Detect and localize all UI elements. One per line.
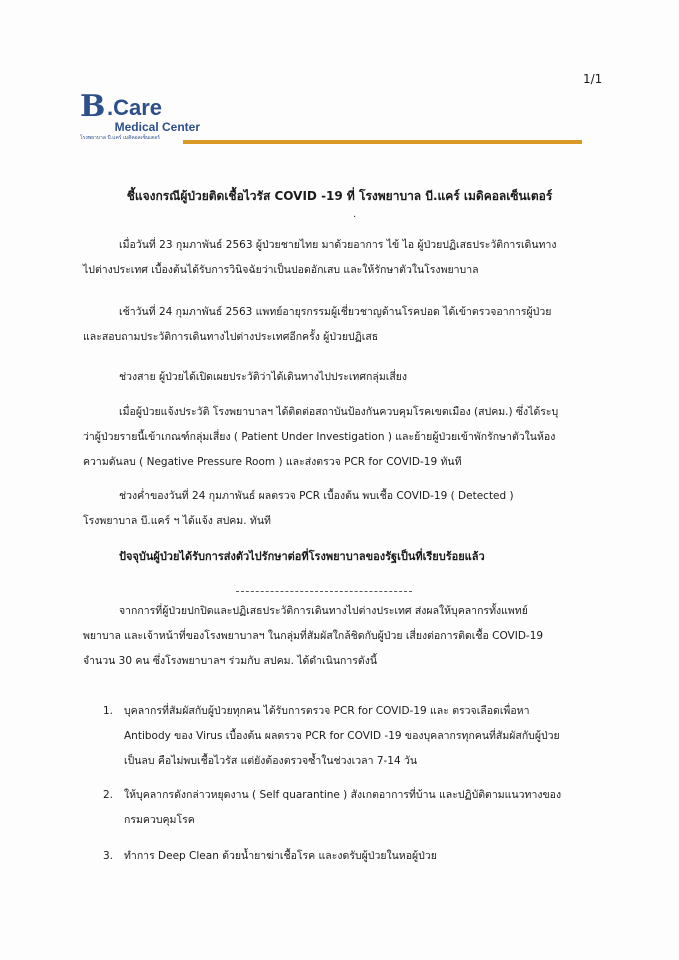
list-item-2-line-1: ให้บุคลากรดังกล่าวหยุดงาน ( Self quarantine ) สังเกตอาการที่บ้าน และปฏิบัติตามแนวทางของ	[124, 789, 562, 801]
list-item-1-line-3: เป็นลบ คือไม่พบเชื้อไวรัส แต่ยังต้องตรวจซ้ำในช่วงเวลา 7-14 วัน	[124, 755, 418, 767]
list-item-number: 1.	[103, 705, 114, 717]
paragraph-3-line-1: ช่วงสาย ผู้ป่วยได้เปิดเผยประวัติว่าได้เดินทางไปประเทศกลุ่มเสี่ยง	[119, 371, 408, 383]
list-item-number: 2.	[103, 789, 114, 801]
separator-dot: .	[353, 209, 357, 220]
list-item-1-line-1: บุคลากรที่สัมผัสกับผู้ป่วยทุกคน ได้รับการตรวจ PCR for COVID-19 และ ตรวจเลือดเพื่อหา	[124, 705, 530, 717]
header-rule	[183, 140, 582, 144]
page-number: 1/1	[583, 72, 603, 86]
list-item-2-line-2: กรมควบคุมโรค	[124, 814, 195, 826]
logo-thai-name: โรงพยาบาล บี.แคร์ เมดิคอลเซ็นเตอร์	[80, 135, 160, 141]
logo-mark: B	[80, 89, 106, 124]
list-item-3-line-1: ทำการ Deep Clean ด้วยน้ำยาฆ่าเชื้อโรค และงดรับผู้ป่วยในหอผู้ป่วย	[124, 850, 437, 862]
paragraph-5-line-2: โรงพยาบาล บี.แคร์ ฯ ได้แจ้ง สปคม. ทันที	[83, 515, 271, 527]
logo-wordmark: .Care	[107, 95, 163, 120]
paragraph-2-line-1: เช้าวันที่ 24 กุมภาพันธ์ 2563 แพทย์อายุรกรรมผู้เชี่ยวชาญด้านโรคปอด ได้เข้าตรวจอาการผู้ป่วย	[119, 306, 552, 318]
paragraph-7-line-1: จากการที่ผู้ป่วยปกปิดและปฏิเสธประวัติการเดินทางไปต่างประเทศ ส่งผลให้บุคลากรทั้งแพทย์	[119, 605, 528, 617]
paragraph-4-line-3: ความดันลบ ( Negative Pressure Room ) และส่งตรวจ PCR for COVID-19 ทันที	[83, 456, 462, 468]
list-item-1-line-2: Antibody ของ Virus เบื้องต้น ผลตรวจ PCR for COVID -19 ของบุคลากรทุกคนที่สัมผัสกับผู้ป่วย	[124, 730, 560, 742]
logo-subtitle: Medical Center	[114, 120, 200, 134]
paragraph-1-line-1: เมื่อวันที่ 23 กุมภาพันธ์ 2563 ผู้ป่วยชายไทย มาด้วยอาการ ไข้ ไอ ผู้ป่วยปฏิเสธประวัติการเดินทาง	[119, 239, 557, 251]
paragraph-7-line-2: พยาบาล และเจ้าหน้าที่ของโรงพยาบาลฯ ในกลุ่มที่สัมผัสใกล้ชิดกับผู้ป่วย เสี่ยงต่อการติดเชื้อ COVID-19	[83, 630, 544, 642]
paragraph-2-line-2: และสอบถามประวัติการเดินทางไปต่างประเทศอีกครั้ง ผู้ป่วยปฏิเสธ	[83, 331, 379, 343]
paragraph-1-line-2: ไปต่างประเทศ เบื้องต้นได้รับการวินิจฉัยว่าเป็นปอดอักเสบ และให้รักษาตัวในโรงพยาบาล	[83, 264, 479, 276]
list-item-number: 3.	[103, 850, 114, 862]
document-title: ชี้แจงกรณีผู้ป่วยติดเชื้อไวรัส COVID -19 ที่ โรงพยาบาล บี.แคร์ เมดิคอลเซ็นเตอร์	[126, 189, 553, 203]
paragraph-7-line-3: จำนวน 30 คน ซึ่งโรงพยาบาลฯ ร่วมกับ สปคม. ได้ดำเนินการดังนี้	[83, 655, 378, 667]
section-divider	[236, 591, 412, 592]
paragraph-5-line-1: ช่วงค่ำของวันที่ 24 กุมภาพันธ์ ผลตรวจ PCR เบื้องต้น พบเชื้อ COVID-19 ( Detected )	[119, 490, 514, 502]
paragraph-4-line-1: เมื่อผู้ป่วยแจ้งประวัติ โรงพยาบาลฯ ได้ติดต่อสถาบันป้องกันควบคุมโรคเขตเมือง (สปคม.) ซึ่งได้ระบุ	[119, 406, 559, 418]
paragraph-4-line-2: ว่าผู้ป่วยรายนี้เข้าเกณฑ์กลุ่มเสี่ยง ( Patient Under Investigation ) และย้ายผู้ป่วยเข้าพักรักษาตัวในห้อง	[83, 431, 556, 443]
status-statement: ปัจจุบันผู้ป่วยได้รับการส่งตัวไปรักษาต่อที่โรงพยาบาลของรัฐเป็นที่เรียบร้อยแล้ว	[119, 550, 485, 563]
